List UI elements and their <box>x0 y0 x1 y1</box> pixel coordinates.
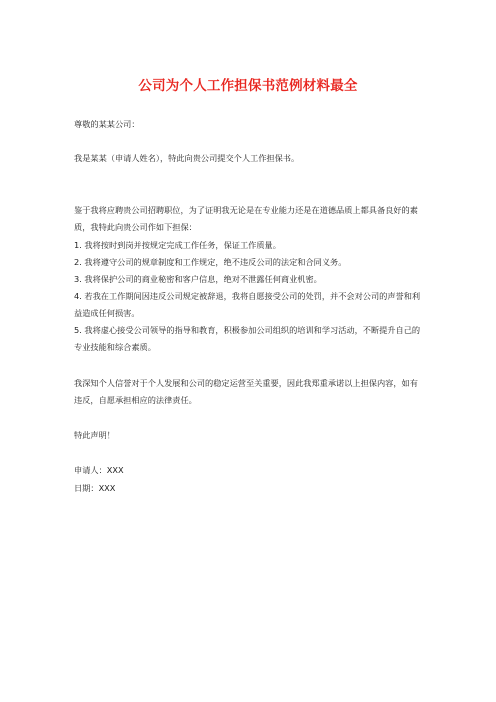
applicant-signature: 申请人：XXX <box>74 465 124 475</box>
signature-date: 日期：XXX <box>74 483 116 493</box>
pledge-item-3: 3. 我将保护公司的商业秘密和客户信息，绝对不泄露任何商业机密。 <box>74 274 322 284</box>
closing-statement: 特此声明！ <box>74 430 115 440</box>
pledge-item-2: 2. 我将遵守公司的规章制度和工作规定，绝不违反公司的法定和合同义务。 <box>74 257 347 267</box>
commitment-paragraph: 我深知个人信誉对于个人发展和公司的稳定运营至关重要，因此我郑重承诺以上担保内容，如有违反，自愿承担相应的法律责任。 <box>74 378 418 405</box>
pledge-item-4: 4. 若我在工作期间因违反公司规定被辞退，我将自愿接受公司的处罚，并不会对公司的声誉和利益造成任何损害。 <box>74 291 421 318</box>
salutation: 尊敬的某某公司： <box>74 119 140 129</box>
pledge-intro-paragraph: 鉴于我将应聘贵公司招聘职位，为了证明我无论是在专业能力还是在道德品质上都具备良好的素质，我特此向贵公司作如下担保： <box>74 205 418 232</box>
pledge-item-5: 5. 我将虚心接受公司领导的指导和教育，积极参加公司组织的培训和学习活动，不断提升自己的专业技能和综合素质。 <box>74 325 421 352</box>
pledge-item-1: 1. 我将按时到岗并按规定完成工作任务，保证工作质量。 <box>74 240 281 250</box>
intro-paragraph: 我是某某（申请人姓名），特此向贵公司提交个人工作担保书。 <box>74 153 300 163</box>
document-title: 公司为个人工作担保书范例材料最全 <box>138 78 358 94</box>
